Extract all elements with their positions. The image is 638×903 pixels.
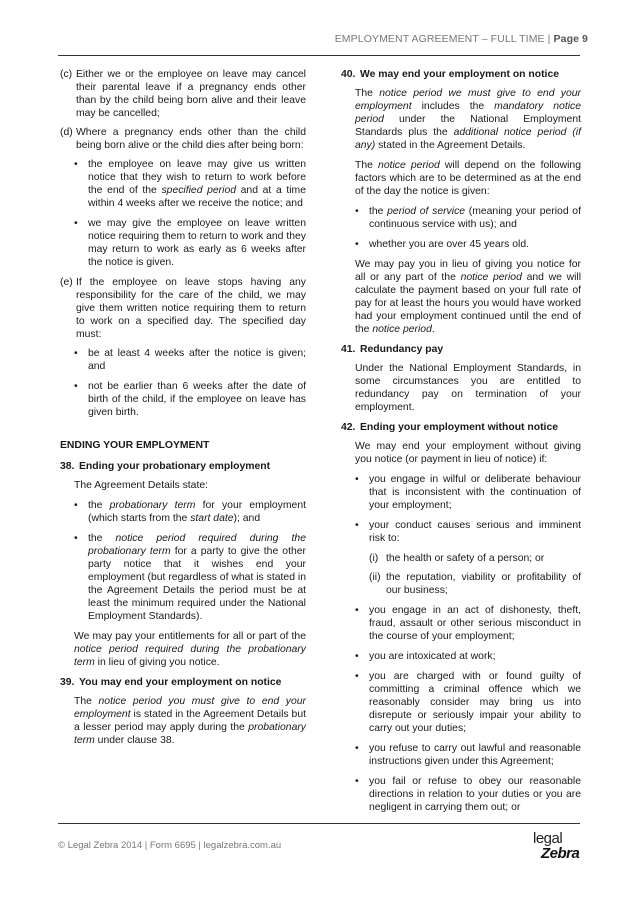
list-item: • the probationary term for your employment (which starts from the start date); and: [74, 500, 306, 524]
clause-40-para-1: The notice period we must give to end your employment includes the mandatory notice period under the National Employment Standards plus the additional notice period (if any) stated in the Agreement Details.: [355, 88, 581, 151]
sub-item: (ii) the reputation, viability or profitability of our business;: [369, 572, 581, 596]
clause-40-para-3: We may pay you in lieu of giving you notice for all or any part of the notice period and we will calculate the payment based on your full rate of pay for at least the hours you would have worked had your employment continued until the end of the notice period.: [355, 259, 581, 335]
para-text: Where a pregnancy ends other than the child being born alive or the child dies after being born:: [76, 127, 306, 151]
clause-41-para: Under the National Employment Standards, in some circumstances you are entitled to redundancy pay on termination of your employment.: [355, 363, 581, 413]
clause-38-heading: 38. Ending your probationary employment: [60, 461, 271, 472]
list-item: • not be earlier than 6 weeks after the date of birth of the child, if the employee on leave has given birth.: [74, 381, 306, 418]
list-item: • you are intoxicated at work;: [355, 651, 496, 662]
logo-line-2: Zebra: [541, 845, 580, 862]
clause-41-heading: 41. Redundancy pay: [341, 344, 444, 355]
para-d: [60, 126, 306, 152]
clause-40-bullets: [355, 205, 581, 251]
list-item: • you are charged with or found guilty of committing a criminal offence which we reasonably consider may bring us into disrepute or seriously impair your ability to carry out your duties;: [355, 671, 581, 734]
para-text: Either we or the employee on leave may cancel their parental leave if a pregnancy ends other than by the child being born alive and their leave may be cancelled;: [76, 69, 306, 119]
clause-42-para: We may end your employment without giving you notice (or payment in lieu of notice) if:: [355, 441, 581, 465]
para-text: If the employee on leave stops having any responsibility for the care of the child, we may give them written notice requiring them to return to work on a specified day. The specified day must:: [76, 277, 306, 340]
list-item: • you engage in wilful or deliberate behaviour that is inconsistent with the continuation of your employment;: [355, 474, 581, 511]
list-item: • the notice period required during the probationary term for a party to give the other party notice that it wishes end your employment (but regardless of what is stated in the Agreement Details the period must be at least the minimum required under the National Employment Standards).: [74, 533, 306, 622]
clause-39-para: The notice period you must give to end your employment is stated in the Agreement Details but a lesser period may apply during the probationary term under clause 38.: [74, 696, 306, 746]
header-rule: [58, 55, 580, 56]
footer-text: © Legal Zebra 2014 | Form 6695 | legalzebra.com.au: [58, 840, 282, 851]
para-d-bullets: [74, 158, 306, 269]
right-column: [341, 68, 581, 821]
logo-line-1: legal: [533, 830, 563, 847]
header-separator: |: [544, 33, 554, 45]
list-item: • be at least 4 weeks after the notice is given; and: [74, 348, 306, 372]
clause-38-para: We may pay your entitlements for all or part of the notice period required during the probationary term in lieu of giving you notice.: [74, 631, 306, 668]
clause-40-heading: 40. We may end your employment on notice: [341, 69, 559, 80]
page-number: Page 9: [553, 33, 588, 45]
page-header: [335, 33, 588, 45]
clause-38-bullets: [74, 499, 306, 623]
document-title: EMPLOYMENT AGREEMENT – FULL TIME: [334, 33, 545, 45]
list-item: • whether you are over 45 years old.: [355, 239, 529, 250]
para-label: (e): [60, 277, 73, 288]
para-e-bullets: [74, 347, 306, 419]
footer-rule: [58, 823, 580, 824]
clause-40-para-2: The notice period will depend on the following factors which are to be determined as at the end of the day the notice is given:: [355, 160, 581, 197]
list-item: • your conduct causes serious and imminent risk to: (i) the health or safety of a person; or (ii) the reputation, viability or profitability of our business;: [355, 520, 581, 596]
clause-42-bullets: [355, 473, 581, 814]
list-item: • we may give the employee on leave written notice requiring them to return to work and they may return to work as early as 6 weeks after the notice is given.: [74, 218, 306, 268]
section-heading: ENDING YOUR EMPLOYMENT: [60, 440, 210, 451]
clause-42-heading: 42. Ending your employment without notice: [341, 422, 559, 433]
list-item: • you refuse to carry out lawful and reasonable instructions given under this Agreement;: [355, 743, 581, 767]
clause-38-intro: The Agreement Details state:: [74, 480, 208, 491]
list-item: • the employee on leave may give us written notice that they wish to return to work before the end of the specified period and at a time within 4 weeks after we receive the notice; and: [74, 159, 306, 209]
legal-zebra-logo: [531, 830, 581, 874]
para-label: (c): [60, 69, 73, 80]
para-c: [60, 68, 306, 120]
para-e: [60, 276, 306, 341]
para-label: (d): [60, 127, 73, 138]
list-item: • the period of service (meaning your period of continuous service with us); and: [355, 206, 581, 230]
left-column: [60, 68, 306, 754]
clause-39-heading: 39. You may end your employment on notice: [60, 677, 282, 688]
sub-item: (i) the health or safety of a person; or: [369, 553, 545, 564]
list-item: • you fail or refuse to obey our reasonable directions in relation to your duties or you are negligent in carrying them out; or: [355, 776, 581, 813]
list-item: • you engage in an act of dishonesty, theft, fraud, assault or other serious misconduct in the course of your employment;: [355, 605, 581, 642]
